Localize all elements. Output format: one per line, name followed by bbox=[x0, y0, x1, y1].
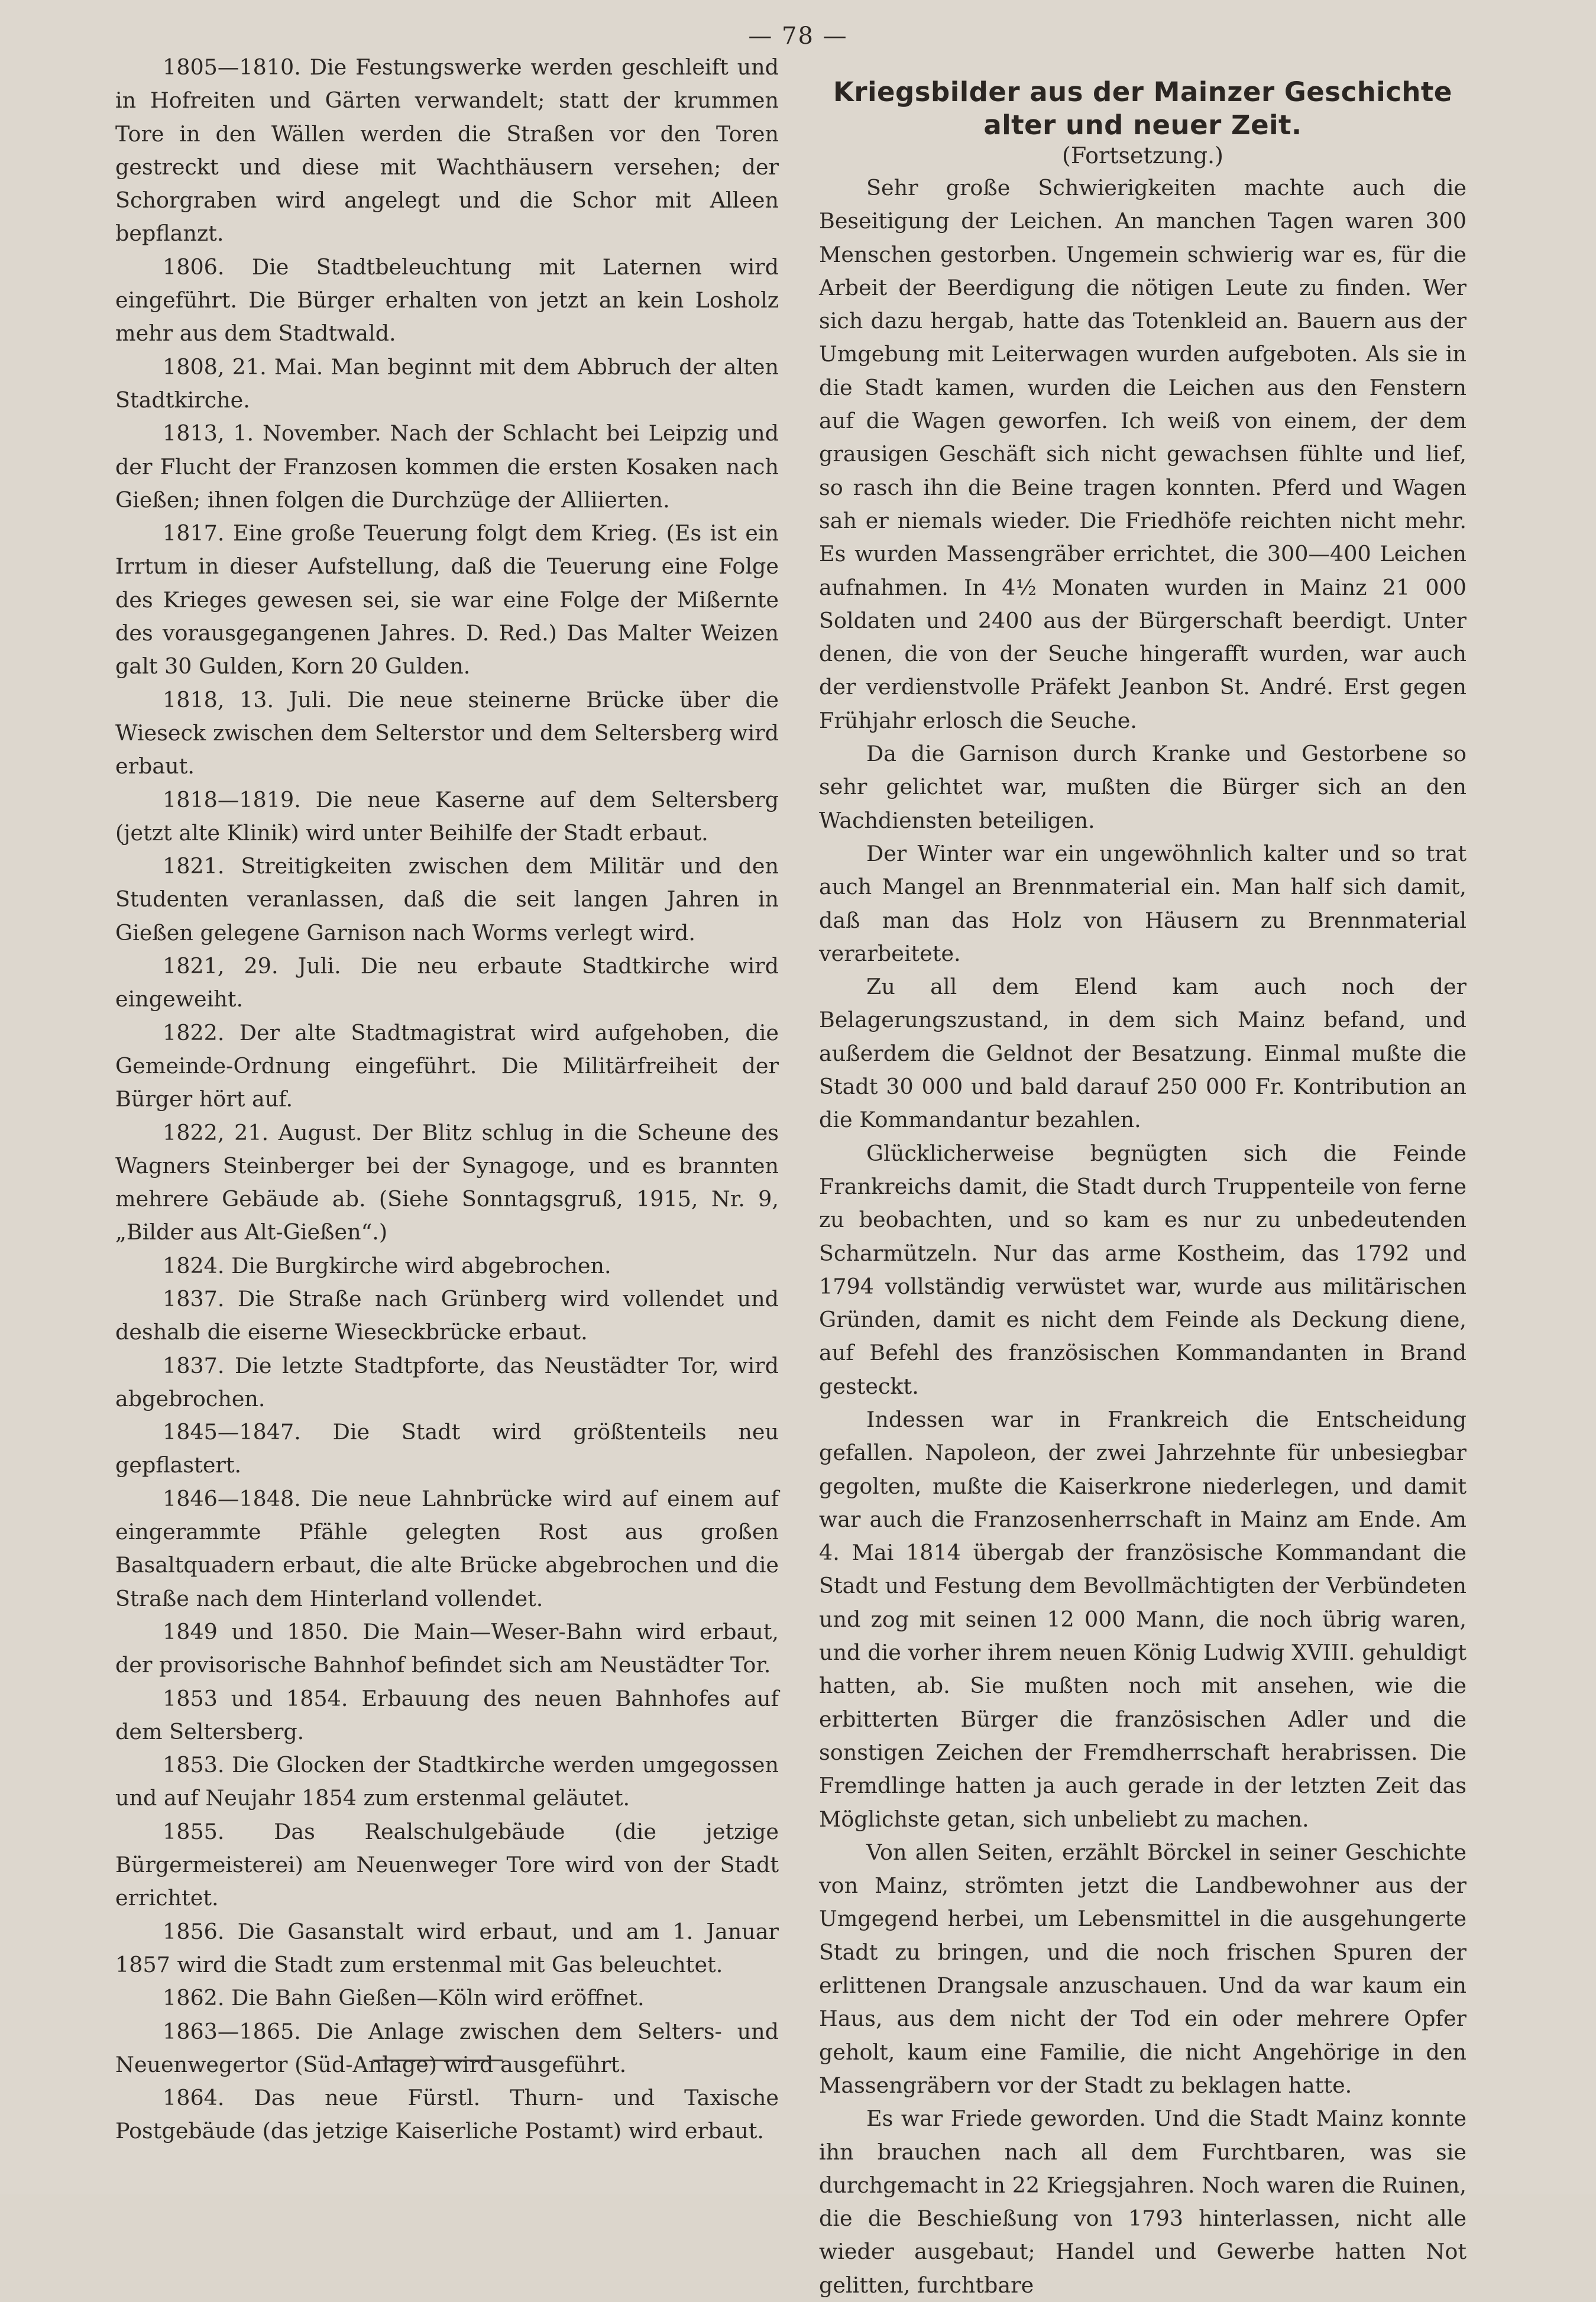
article-paragraph: Da die Garnison durch Kranke und Gestorbene so sehr gelichtet war, mußten die Bürger sich an den Wachdiensten beteiligen. bbox=[819, 741, 1466, 833]
chronicle-entry: 1862. Die Bahn Gießen—Köln wird eröffnet. bbox=[163, 1985, 645, 2011]
chronicle-entry: 1855. Das Realschulgebäude (die jetzige Bürgermeisterei) am Neuenweger Tore wird von der Stadt errichtet. bbox=[115, 1818, 779, 1911]
chronicle-entry: 1856. Die Gasanstalt wird erbaut, und am 1. Januar 1857 wird die Stadt zum erstenmal mit Gas beleuchtet. bbox=[115, 1918, 779, 1977]
chronicle-entry: 1821. Streitigkeiten zwischen dem Militär und den Studenten veranlassen, daß die seit langen Jahren in Gießen gelegene Garnison nach Worms verlegt wird. bbox=[115, 853, 779, 946]
chronicle-entry: 1849 und 1850. Die Main—Weser-Bahn wird erbaut, der provisorische Bahnhof befindet sich am Neustädter Tor. bbox=[115, 1618, 779, 1678]
article-paragraph: Glücklicherweise begnügten sich die Feinde Frankreichs damit, die Stadt durch Truppenteile von ferne zu beobachten, und so kam es nur zu unbedeutenden Scharmützeln. Nur das arme Kostheim, das 1792 und 1794 vollständig verwüstet war, wurde aus militärischen Gründen, damit es nicht dem Feinde als Deckung diene, auf Befehl des französischen Kommandanten in Brand gesteckt. bbox=[819, 1140, 1466, 1399]
chronicle-entry: 1822. Der alte Stadtmagistrat wird aufgehoben, die Gemeinde-Ordnung eingeführt. Die Militärfreiheit der Bürger hört auf. bbox=[115, 1019, 779, 1112]
chronicle-entry: 1853 und 1854. Erbauung des neuen Bahnhofes auf dem Seltersberg. bbox=[115, 1685, 779, 1744]
chronicle-entry: 1806. Die Stadtbeleuchtung mit Laternen wird eingeführt. Die Bürger erhalten von jetzt an kein Losholz mehr aus dem Stadtwald. bbox=[115, 254, 779, 347]
right-column-article bbox=[819, 171, 1466, 2302]
chronicle-entry: 1824. Die Burgkirche wird abgebrochen. bbox=[163, 1252, 611, 1278]
article-title: Kriegsbilder aus der Mainzer Geschichte alter und neuer Zeit. bbox=[833, 76, 1452, 141]
article-paragraph: Es war Friede geworden. Und die Stadt Mainz konnte ihn brauchen nach all dem Furchtbaren, was sie durchgemacht in 22 Kriegsjahren. Noch waren die Ruinen, die die Beschießung von 1793 hinterlassen, nicht alle wieder ausgebaut; Handel und Gewerbe hatten Not gelitten, furchtbare bbox=[819, 2106, 1466, 2298]
chronicle-entry: 1853. Die Glocken der Stadtkirche werden umgegossen und auf Neujahr 1854 zum erstenmal geläutet. bbox=[115, 1752, 779, 1811]
chronicle-entry: 1817. Eine große Teuerung folgt dem Krieg. (Es ist ein Irrtum in dieser Aufstellung, daß die Teuerung eine Folge des Krieges gewesen sei, sie war eine Folge der Mißernte des vorausgegangenen Jahres. D. Red.) Das Malter Weizen galt 30 Gulden, Korn 20 Gulden. bbox=[115, 520, 779, 679]
article-paragraph: Indessen war in Frankreich die Entscheidung gefallen. Napoleon, der zwei Jahrzehnte für unbesiegbar gegolten, mußte die Kaiserkrone niederlegen, und damit war auch die Franzosenherrschaft in Mainz am Ende. Am 4. Mai 1814 übergab der französische Kommandant die Stadt und Festung dem Bevollmächtigten der Verbündeten und zog mit seinen 12 000 Mann, die noch übrig waren, und die vorher ihrem neuen König Ludwig XVIII. gehuldigt hatten, ab. Sie mußten noch mit ansehen, wie die erbitterten Bürger die französischen Adler und die sonstigen Zeichen der Fremdherrschaft herabrissen. Die Fremdlinge hatten ja auch gerade in der letzten Zeit das Möglichste getan, sich unbeliebt zu machen. bbox=[819, 1406, 1466, 1832]
chronicle-entry: 1846—1848. Die neue Lahnbrücke wird auf einem auf eingerammte Pfähle gelegten Rost aus großen Basaltquadern erbaut, die alte Brücke abgebrochen und die Straße nach dem Hinterland vollendet. bbox=[115, 1485, 779, 1611]
section-divider bbox=[373, 2060, 503, 2061]
chronicle-entry: 1863—1865. Die Anlage zwischen dem Selters- und Neuenwegertor (Süd-Anlage) wird ausgeführt. bbox=[115, 2018, 779, 2077]
chronicle-entry: 1822, 21. August. Der Blitz schlug in die Scheune des Wagners Steinberger bei der Synagoge, und es brannten mehrere Gebäude ab. (Siehe Sonntagsgruß, 1915, Nr. 9, „Bilder aus Alt-Gießen“.) bbox=[115, 1119, 779, 1245]
page-number: — 78 — bbox=[748, 22, 848, 50]
chronicle-entry: 1805—1810. Die Festungswerke werden geschleift und in Hofreiten und Gärten verwandelt; statt der krummen Tore in den Wällen werden die Straßen vor den Toren gestreckt und diese mit Wachthäusern versehen; der Schorgraben wird angelegt und die Schor mit Alleen bepflanzt. bbox=[115, 54, 779, 247]
chronicle-entry: 1864. Das neue Fürstl. Thurn- und Taxische Postgebäude (das jetzige Kaiserliche Postamt) wird erbaut. bbox=[115, 2085, 779, 2144]
article-paragraph: Der Winter war ein ungewöhnlich kalter und so trat auch Mangel an Brennmaterial ein. Man half sich damit, daß man das Holz von Häusern zu Brennmaterial verarbeitete. bbox=[819, 840, 1466, 966]
chronicle-entry: 1837. Die letzte Stadtpforte, das Neustädter Tor, wird abgebrochen. bbox=[115, 1352, 779, 1411]
chronicle-entry: 1818, 13. Juli. Die neue steinerne Brücke über die Wieseck zwischen dem Selterstor und dem Seltersberg wird erbaut. bbox=[115, 687, 779, 779]
chronicle-entry: 1818—1819. Die neue Kaserne auf dem Seltersberg (jetzt alte Klinik) wird unter Beihilfe der Stadt erbaut. bbox=[115, 786, 779, 846]
chronicle-entry: 1837. Die Straße nach Grünberg wird vollendet und deshalb die eiserne Wieseckbrücke erbaut. bbox=[115, 1286, 779, 1345]
article-paragraph: Von allen Seiten, erzählt Börckel in seiner Geschichte von Mainz, strömten jetzt die Landbewohner aus der Umgegend herbei, um Lebensmittel in die ausgehungerte Stadt zu bringen, und die noch frischen Spuren der erlittenen Drangsale anzuschauen. Und da war kaum ein Haus, aus dem nicht der Tod ein oder mehrere Opfer geholt, kaum eine Familie, die nicht Angehörige in den Massengräbern vor der Stadt zu beklagen hatte. bbox=[819, 1839, 1466, 2098]
chronicle-entry: 1821, 29. Juli. Die neu erbaute Stadtkirche wird eingeweiht. bbox=[115, 953, 779, 1012]
article-paragraph: Sehr große Schwierigkeiten machte auch die Beseitigung der Leichen. An manchen Tagen waren 300 Menschen gestorben. Ungemein schwierig war es, für die Arbeit der Beerdigung die nötigen Leute zu finden. Wer sich dazu hergab, hatte das Totenkleid an. Bauern aus der Umgebung mit Leiterwagen wurden aufgeboten. Als sie in die Stadt kamen, wurden die Leichen aus den Fenstern auf die Wagen geworfen. Ich weiß von einem, der dem grausigen Geschäft sich nicht gewachsen fühlte und lief, so rasch ihn die Beine tragen konnten. Pferd und Wagen sah er niemals wieder. Die Friedhöfe reichten nicht mehr. Es wurden Massengräber errichtet, die 300—400 Leichen aufnahmen. In 4½ Monaten wurden in Mainz 21 000 Soldaten und 2400 aus der Bürgerschaft beerdigt. Unter denen, die von der Seuche hingerafft wurden, war auch der verdienstvolle Präfekt Jeanbon St. André. Erst gegen Frühjahr erlosch die Seuche. bbox=[819, 175, 1466, 733]
chronicle-entry: 1813, 1. November. Nach der Schlacht bei Leipzig und der Flucht der Franzosen kommen die ersten Kosaken nach Gießen; ihnen folgen die Durchzüge der Alliierten. bbox=[115, 420, 779, 513]
left-column-chronicle bbox=[115, 51, 779, 2148]
article-subtitle: (Fortsetzung.) bbox=[1062, 143, 1223, 169]
chronicle-entry: 1808, 21. Mai. Man beginnt mit dem Abbruch der alten Stadtkirche. bbox=[115, 354, 779, 413]
chronicle-entry: 1845—1847. Die Stadt wird größtenteils neu gepflastert. bbox=[115, 1419, 779, 1478]
article-paragraph: Zu all dem Elend kam auch noch der Belagerungszustand, in dem sich Mainz befand, und außerdem die Geldnot der Besatzung. Einmal mußte die Stadt 30 000 und bald darauf 250 000 Fr. Kontribution an die Kommandantur bezahlen. bbox=[819, 974, 1466, 1133]
